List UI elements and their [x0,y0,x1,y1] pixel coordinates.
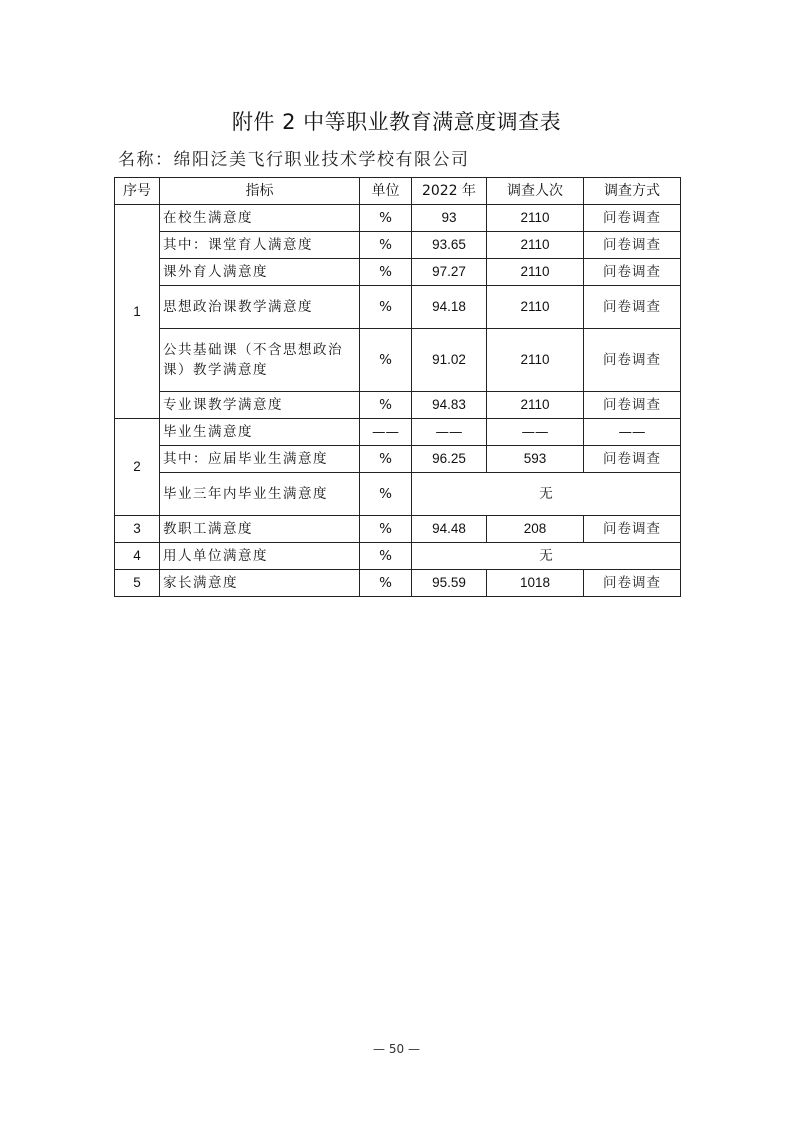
method-cell: 问卷调查 [584,232,681,259]
unit-cell: % [360,473,412,516]
indicator-cell: 其中：课堂育人满意度 [160,232,360,259]
value-cell: —— [412,419,487,446]
table-row [115,516,681,543]
merged-note-cell: 无 [412,543,681,570]
indicator-cell: 教职工满意度 [160,516,360,543]
unit-cell: % [360,259,412,286]
table-row [115,473,681,516]
page-number: — 50 — [373,1042,420,1056]
seq-cell: 1 [115,205,160,419]
method-cell: 问卷调查 [584,516,681,543]
unit-cell: % [360,205,412,232]
indicator-cell: 其中：应届毕业生满意度 [160,446,360,473]
table-header-row [115,178,681,205]
indicator-cell: 家长满意度 [160,570,360,597]
table-row [115,232,681,259]
method-cell: 问卷调查 [584,286,681,329]
indicator-cell: 毕业生满意度 [160,419,360,446]
count-cell: 2110 [487,286,584,329]
value-cell: 97.27 [412,259,487,286]
count-cell: 2110 [487,259,584,286]
indicator-cell: 课外育人满意度 [160,259,360,286]
satisfaction-survey-table [114,177,681,597]
header-year: 2022 年 [412,178,487,205]
table-row [115,543,681,570]
method-cell: —— [584,419,681,446]
value-cell: 96.25 [412,446,487,473]
count-cell: 2110 [487,205,584,232]
seq-cell: 5 [115,570,160,597]
value-cell: 94.48 [412,516,487,543]
table-row [115,259,681,286]
count-cell: —— [487,419,584,446]
indicator-cell: 思想政治课教学满意度 [160,286,360,329]
value-cell: 91.02 [412,329,487,392]
table-row [115,570,681,597]
merged-note-cell: 无 [412,473,681,516]
seq-cell: 2 [115,419,160,516]
unit-cell: % [360,392,412,419]
unit-cell: % [360,570,412,597]
method-cell: 问卷调查 [584,392,681,419]
method-cell: 问卷调查 [584,446,681,473]
unit-cell: % [360,329,412,392]
value-cell: 94.18 [412,286,487,329]
count-cell: 593 [487,446,584,473]
value-cell: 94.83 [412,392,487,419]
value-cell: 93 [412,205,487,232]
unit-cell: % [360,286,412,329]
indicator-cell: 用人单位满意度 [160,543,360,570]
count-cell: 2110 [487,232,584,259]
header-seq: 序号 [115,178,160,205]
unit-cell: % [360,543,412,570]
unit-cell: % [360,516,412,543]
table-row [115,286,681,329]
method-cell: 问卷调查 [584,259,681,286]
table-row [115,329,681,392]
count-cell: 1018 [487,570,584,597]
table-row [115,205,681,232]
header-unit: 单位 [360,178,412,205]
seq-cell: 4 [115,543,160,570]
indicator-cell: 公共基础课（不含思想政治课）教学满意度 [160,329,360,392]
table-row [115,419,681,446]
count-cell: 2110 [487,392,584,419]
header-indicator: 指标 [160,178,360,205]
indicator-cell: 专业课教学满意度 [160,392,360,419]
value-cell: 93.65 [412,232,487,259]
header-method: 调查方式 [584,178,681,205]
value-cell: 95.59 [412,570,487,597]
table-row [115,446,681,473]
method-cell: 问卷调查 [584,205,681,232]
table-row [115,392,681,419]
method-cell: 问卷调查 [584,329,681,392]
unit-cell: % [360,446,412,473]
unit-cell: % [360,232,412,259]
method-cell: 问卷调查 [584,570,681,597]
count-cell: 2110 [487,329,584,392]
header-count: 调查人次 [487,178,584,205]
indicator-cell: 在校生满意度 [160,205,360,232]
unit-cell: —— [360,419,412,446]
document-title: 附件 2 中等职业教育满意度调查表 [231,110,562,134]
seq-cell: 3 [115,516,160,543]
count-cell: 208 [487,516,584,543]
organization-name: 名称：绵阳泛美飞行职业技术学校有限公司 [118,150,470,170]
indicator-cell: 毕业三年内毕业生满意度 [160,473,360,516]
